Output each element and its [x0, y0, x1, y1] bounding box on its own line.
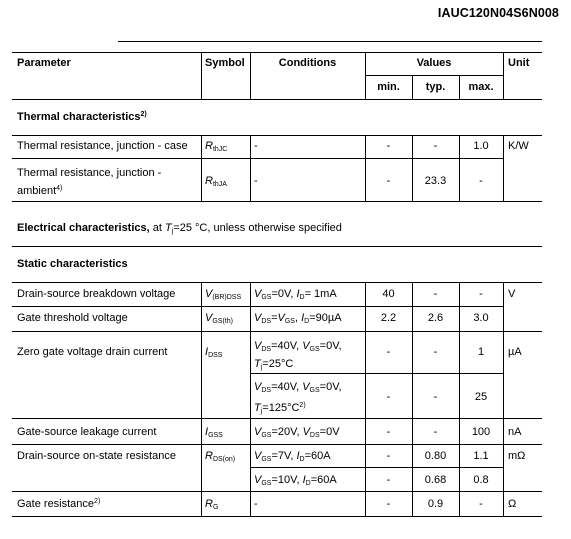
max-igss: 100 [471, 426, 491, 438]
max-idss-125c: 25 [474, 391, 488, 403]
unit-rdson: mΩ [508, 450, 526, 462]
cond-rthja: - [254, 175, 258, 187]
typ-rdson-10v: 0.68 [424, 474, 447, 486]
header-typ: typ. [425, 81, 446, 93]
rule [12, 246, 542, 247]
min-rthja: - [386, 175, 391, 187]
min-rthjc: - [386, 140, 391, 152]
param-rdson: Drain-source on-state resistance [17, 450, 176, 462]
cond-vbr: $V_{GS}=0V$, $I_D= 1mA$ [254, 288, 337, 301]
header-max: max. [468, 81, 494, 93]
param-rthjc: Thermal resistance, junction - case [17, 140, 188, 152]
max-vbr: - [479, 288, 483, 300]
header-conditions: Conditions [278, 57, 337, 69]
symbol-vgsth: $V_{GS(th)}$ [205, 312, 233, 325]
unit-vbr: V [508, 288, 516, 300]
symbol-idss: $I_{DSS}$ [205, 346, 223, 359]
header-values: Values [416, 57, 452, 69]
unit-rg: Ω [508, 498, 517, 510]
max-rthjc: 1.0 [473, 140, 489, 152]
section-title-electrical: Electrical characteristics, at $T_j=25$ °C, unless otherwise specified [17, 222, 342, 235]
unit-rthjc: K/W [508, 140, 529, 152]
header-parameter: Parameter [17, 57, 71, 69]
unit-idss: µA [508, 346, 522, 358]
cond-rdson-7v: $V_{GS}=7V$, $I_D=60A$ [254, 450, 331, 463]
unit-igss: nA [508, 426, 522, 438]
rule [12, 331, 542, 332]
rule [12, 158, 503, 159]
cond-rdson-10v: $V_{GS}=10V$, $I_D=60A$ [254, 474, 337, 487]
min-rdson-10v: - [386, 474, 391, 486]
rule [12, 491, 542, 492]
param-rthja: Thermal resistance, junction - ambient$^{4)}$ [17, 167, 162, 197]
min-idss-125c: - [386, 391, 391, 403]
min-rg: - [386, 498, 391, 510]
values-sub-rule [365, 75, 503, 76]
col-rule [503, 135, 504, 201]
col-rule [201, 282, 202, 516]
col-rule [503, 282, 504, 516]
part-number: IAUC120N04S6N008 [437, 6, 559, 20]
rule [12, 306, 503, 307]
header-unit: Unit [508, 57, 530, 69]
cond-vgsth: $V_{DS}=V_{GS}$, $I_D=90\mu A$ [254, 312, 342, 325]
typ-vbr: - [433, 288, 438, 300]
max-vgsth: 3.0 [473, 312, 489, 324]
min-igss: - [386, 426, 391, 438]
cond-rthjc: - [254, 140, 258, 152]
typ-rthja: 23.3 [424, 175, 447, 187]
col-rule [201, 52, 202, 99]
param-vgsth: Gate threshold voltage [17, 312, 128, 324]
param-igss: Gate-source leakage current [17, 426, 157, 438]
typ-rg: 0.9 [427, 498, 444, 510]
header-min: min. [377, 81, 400, 93]
section-title-thermal: Thermal characteristics$^{2)}$ [17, 111, 147, 123]
symbol-rdson: $R_{DS(on)}$ [205, 450, 236, 463]
col-rule [503, 52, 504, 99]
min-vgsth: 2.2 [380, 312, 397, 324]
symbol-rg: $R_G$ [205, 498, 219, 511]
rule [12, 201, 542, 202]
param-idss: Zero gate voltage drain current [17, 346, 168, 358]
section-title-static: Static characteristics [17, 258, 128, 270]
typ-vgsth: 2.6 [427, 312, 444, 324]
rule [250, 467, 503, 468]
param-rg: Gate resistance$^{2)}$ [17, 498, 101, 510]
header-symbol: Symbol [205, 57, 245, 69]
typ-rdson-7v: 0.80 [424, 450, 447, 462]
col-rule [201, 135, 202, 201]
param-vbr: Drain-source breakdown voltage [17, 288, 176, 300]
table-bottom-rule [12, 516, 542, 517]
rule [12, 282, 542, 283]
max-rdson-10v: 0.8 [473, 474, 489, 486]
min-rdson-7v: - [386, 450, 391, 462]
symbol-igss: $I_{GSS}$ [205, 426, 223, 439]
cond-rg: - [254, 498, 258, 510]
header-rule [118, 41, 542, 42]
typ-rthjc: - [433, 140, 438, 152]
col-rule [250, 135, 251, 201]
min-vbr: 40 [382, 288, 395, 300]
cond-igss: $V_{GS}=20V$, $V_{DS}=0V$ [254, 426, 340, 439]
max-idss-25c: 1 [477, 346, 485, 358]
symbol-rthja: $R_{thJA}$ [205, 175, 227, 188]
typ-idss-125c: - [433, 391, 438, 403]
cond-idss-25c: $V_{DS}=40V$, $V_{GS}=0V$, $T_j=25^\circ C$ [254, 340, 342, 371]
max-rg: - [479, 498, 483, 510]
max-rthja: - [479, 175, 483, 187]
table-top-rule [12, 52, 542, 53]
max-rdson-7v: 1.1 [473, 450, 489, 462]
header-bottom-rule [12, 99, 542, 100]
typ-igss: - [433, 426, 438, 438]
rule [12, 135, 542, 136]
symbol-vbr: $V_{(BR)DSS}$ [205, 288, 242, 301]
symbol-rthjc: $R_{thJC}$ [205, 140, 228, 153]
rule [12, 444, 542, 445]
cond-idss-125c: $V_{DS}=40V$, $V_{GS}=0V$, $T_j=125^\circ C^{2)}$ [254, 381, 342, 415]
typ-idss-25c: - [433, 346, 438, 358]
min-idss-25c: - [386, 346, 391, 358]
col-rule [250, 282, 251, 516]
